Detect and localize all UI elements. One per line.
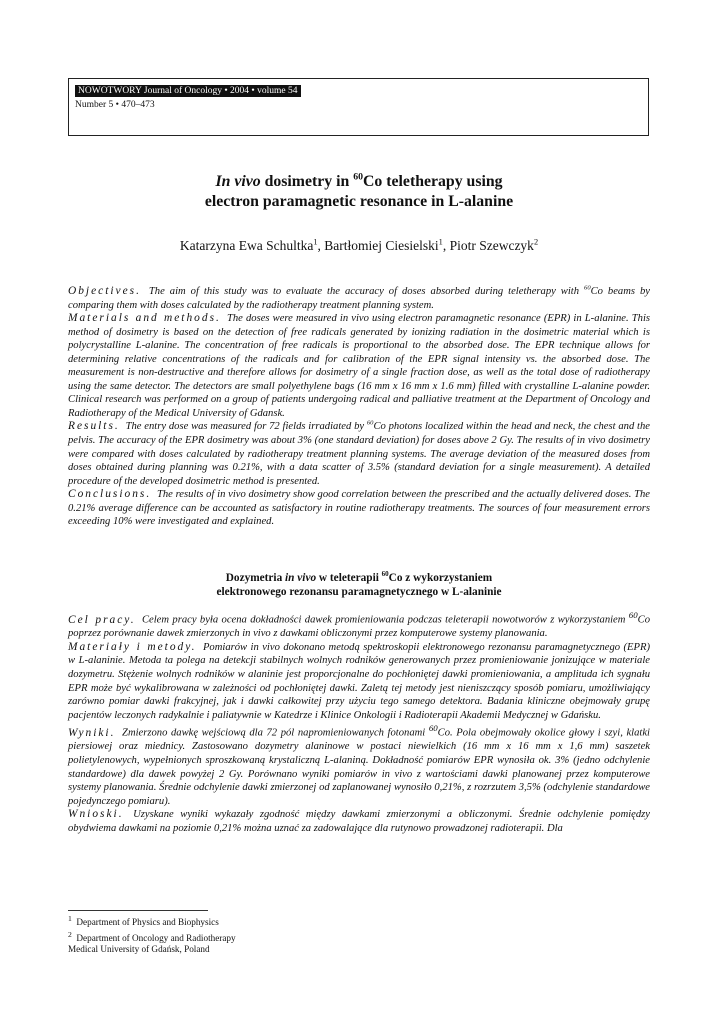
abstract-text: Pomiarów in vivo dokonano metodą spektroskopii elektronowego rezonansu paramagnetycznego (EPR) w L-alaninie. Metoda ta polega na detekcji stabilnych wolnych rodników generowanych przez promieniowanie jonizujące w materiale dozymetru. Stężenie wolnych rodników w alaninie jest proporcjonalne do pochłoniętej dawki promieniowania, a amplituda ich sygnału EPR może być wykalibrowana w zależności od pochłoniętej dawki. Zaletą tej metody jest nieniszczący sposób pomiaru, umożliwiający zarówno pomiar dawki frakcyjnej, jak i dawki całkowitej przy użyciu tego samego detektora. Badania kliniczne obejmowały grupę pacjentów leczonych radykalnie i paliatywnie w Katedrze i Klinice Onkologii i Radioterapii Akademii Medycznej w Gdańsku. [68,641,651,721]
footnotes [68,913,468,956]
article-title [40,172,678,212]
polish-title [40,571,678,599]
polish-title-italic: in vivo [285,572,317,584]
section-lead: Objectives. [68,285,141,297]
isotope-sup: 60 [584,284,591,292]
author-list [40,238,678,254]
abstract-wnioski [68,808,650,835]
polish-title-line-2: elektronowego rezonansu paramagnetycznego w L-alaninie [216,586,502,598]
abstract-text: Co beams by comparing them with doses calculated by the radiotherapy treatment planning system. [68,286,650,311]
journal-issue: Number 5 • 470–473 [75,100,155,110]
footnote-text: Department of Oncology and Radiotherapy [76,932,236,943]
abstract-text: Zmierzono dawkę wejściową dla 72 pól napromieniowanych fotonami [122,727,429,739]
title-isotope-sup: 60 [353,171,364,183]
footnote-item [68,944,468,956]
footnote-item [68,929,468,945]
isotope-sup: 60 [628,610,638,620]
author-affiliation: 1 [438,237,443,247]
abstract-text: The entry dose was measured for 72 fields irradiated by [125,421,367,433]
journal-header-box [68,78,649,136]
abstract-text: The doses were measured in vivo using electron paramagnetic resonance (EPR) in L-alanine. This method of dosimetry is based on the detection of free radicals generated by ionizing radiation in the dosimetric material which is polycrystalline L-alanine. The concentration of free radicals is proportional to the absorbed dose. The EPR technique allows for determining relative concentrations of the radicals and for calibration of the EPR signal intensity vs. the absorbed dose. The measurement is non-destructive and therefore allows for dosimetry of a single fraction dose, as well as the total dose of radiotherapy using the same detector. The detectors are small polyethylene bags (16 mm x 16 mm x 1.6 mm) filled with crystalline L-alanine powder. Clinical research was performed on a group of patients undergoing radical and palliative treatment at the Department of Oncology and Radiotherapy of the Medical University of Gdansk. [68,313,651,419]
author-name: Katarzyna Ewa Schultka [179,238,314,253]
abstract-cel [68,609,650,641]
footnote-item [68,913,468,929]
abstract-text: Co poprzez porównanie dawek zmierzonych in vivo z dawkami obliczonymi przez komputerowe systemy planowania. [68,614,650,640]
footnote-number: 1 [68,914,72,923]
abstract-text: The results of in vivo dosimetry show good correlation between the prescribed and the actually delivered doses. The 0.21% average difference can be accounted as satisfactory in routine radiotherapy treatments. The sources of four measurement errors exceeding 10% were investigated and explained. [68,489,651,528]
abstract-text: Co. Pola obejmowały okolice głowy i szyi, klatki piersiowej oraz miednicy. Zastosowano dozymetry alaninowe w postaci niewielkich (16 mm x 16 mm x 1,6 mm) saszetek polietylenowych, wypełnionych sproszkowaną krystaliczną L-alaniną. Dokładność pomiarów EPR wynosiła ok. 3% (jedno odchylenie standardowe) dla dawek powyżej 2 Gy. Porównano wyniki pomiarów in vivo z wartościami dawki planowanej przez komputerowe systemy planowania. Średnie odchylenie dawki zmierzonej od zaplanowanej wynosiło 0,21%, z rozrzutem 3,5% (odchylenie standardowe pojedynczego pomiaru). [68,727,650,807]
author-affiliation: 2 [533,237,539,247]
abstract-conclusions [68,488,650,529]
author-name: Piotr Szewczyk [449,238,534,253]
isotope-sup: 60 [428,723,438,734]
author-name: Bartłomiej Ciesielski [324,238,439,253]
abstract-text: Celem pracy była ocena dokładności dawek promieniowania podczas teleterapii nowotworów z wykorzystaniem [141,614,629,626]
polish-title-post: Co z wykorzystaniem [388,572,493,584]
section-lead: Wyniki. [68,726,116,739]
title-line-1 [40,172,678,192]
isotope-sup: 60 [366,419,374,427]
abstract-text: Co photons localized within the head and neck, the chest and the pelvis. The accuracy of the EPR dosimetry was about 3% (one standard deviation) for doses above 2 Gy. The results of in vivo dosimetry were compared with doses calculated by radiotherapy treatment planning systems. The average deviation of the measured doses from doses obtained during planning was 0.21%, with a data scatter of 3.5% (standard deviation for a single measurement). A detailed procedure of the developed dosimetric method is presented. [68,421,650,487]
polish-title-pre: Dozymetria [225,572,286,584]
title-line-2: electron paramagnetic resonance in L-alanine [204,193,514,210]
title-pre: dosimetry in [260,173,354,190]
author-affiliation: 1 [313,237,318,247]
abstract-methods [68,312,650,420]
abstract-objectives [68,285,650,312]
polish-title-isotope-sup: 60 [381,570,389,579]
section-lead: Wnioski. [68,808,124,821]
section-lead: Cel pracy. [68,613,136,626]
section-lead: Materiały i metody. [68,640,197,653]
section-lead: Conclusions. [68,488,152,501]
author-separator: , [317,238,325,253]
footnote-text: Medical University of Gdańsk, Poland [68,944,210,955]
author-separator: , [442,238,450,253]
footnote-text: Department of Physics and Biophysics [76,917,219,928]
section-lead: Results. [68,420,120,433]
footnote-divider [68,910,208,911]
polish-title-mid: w teleterapii [316,572,382,584]
abstract-text: Uzyskane wyniki wykazały zgodność między dawkami zmierzonymi a obliczonymi. Średnie odchylenie pomiędzy obydwiema dawkami na poziomie 0,21% można uznać za zadowalające dla rutynowo prowadzonej radioterapii. Dla [68,809,650,834]
abstract-text: The aim of this study was to evaluate the accuracy of doses absorbed during teletherapy with [148,286,585,297]
title-italic: In vivo [215,173,261,190]
journal-name: NOWOTWORY Journal of Oncology • 2004 • volume 54 [75,85,301,97]
abstract-results [68,420,650,488]
abstract-polish [68,609,650,836]
title-post: Co teletherapy using [363,173,503,190]
abstract-wyniki [68,722,650,808]
section-lead: Materials and methods. [68,312,221,325]
abstract-metody [68,641,650,723]
polish-title-line-1 [40,571,678,585]
footnote-number: 2 [68,929,72,939]
abstract-english [68,285,650,529]
